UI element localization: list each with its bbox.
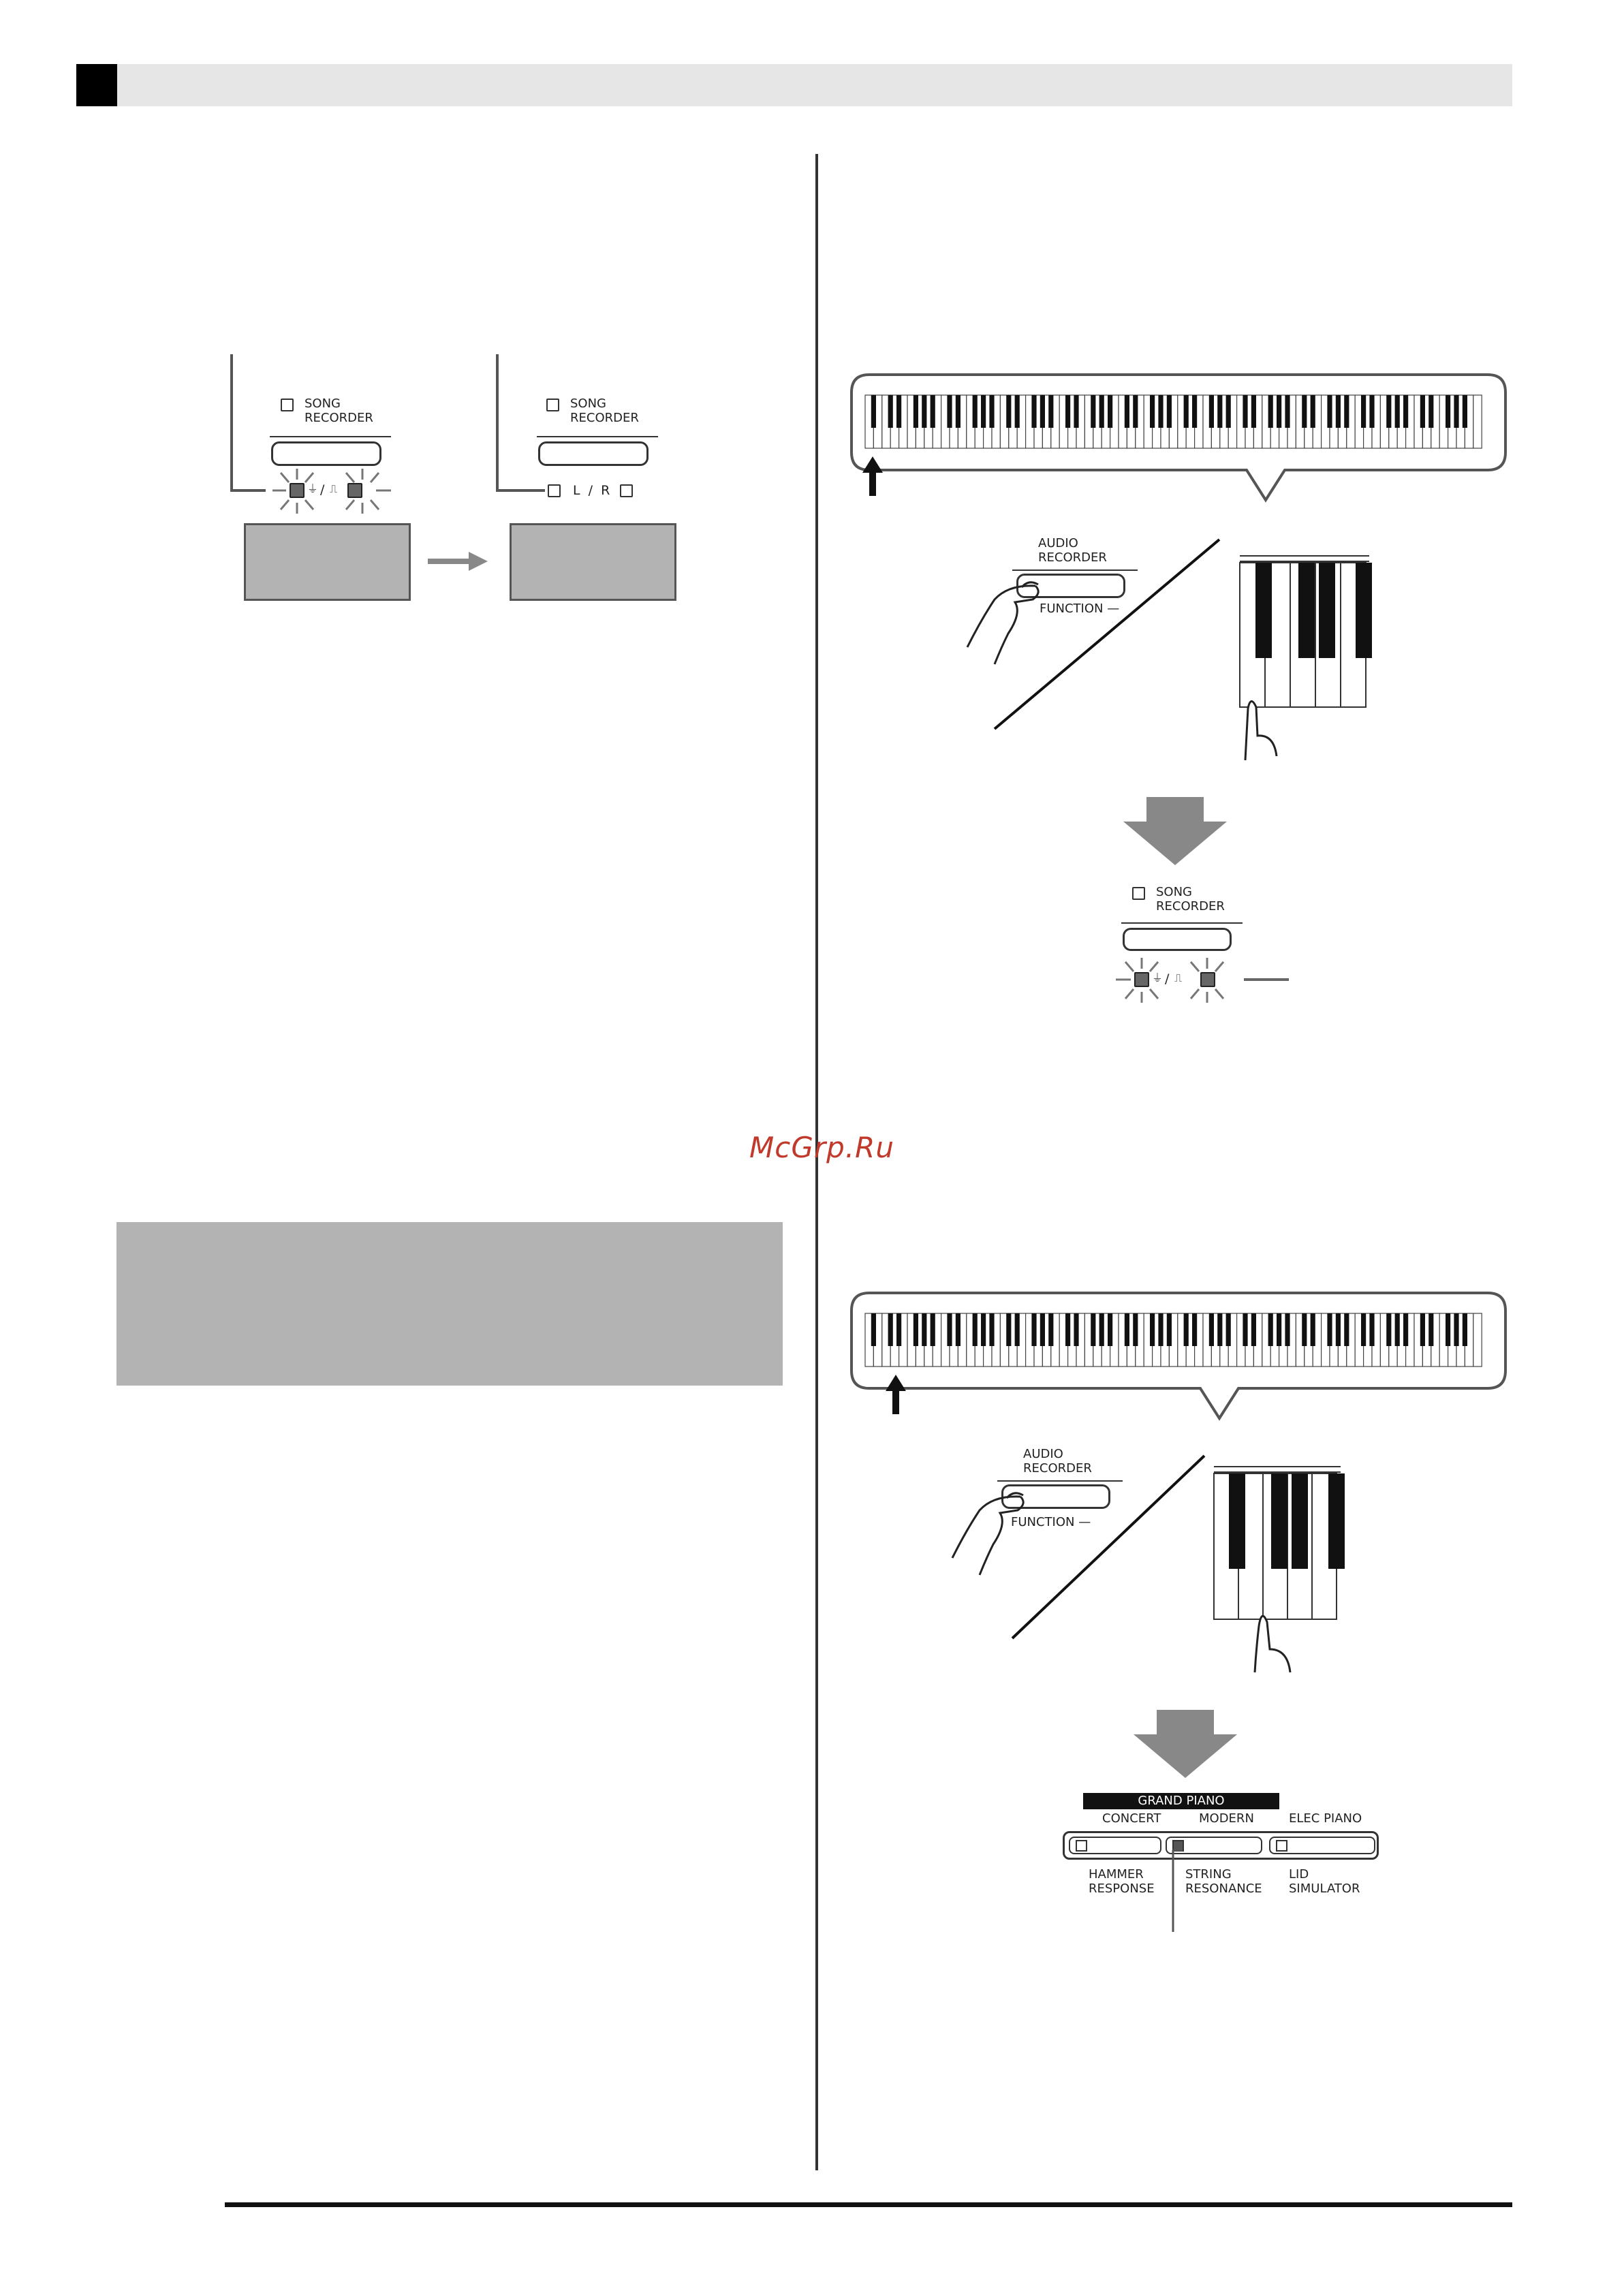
black-key xyxy=(1277,395,1281,428)
watermark: McGrp.Ru xyxy=(749,1131,894,1164)
black-key xyxy=(1336,395,1341,428)
tone-panel xyxy=(1063,1793,1383,1929)
hammer-response-label: HAMMER RESPONSE xyxy=(1089,1867,1155,1896)
black-key xyxy=(1226,1313,1231,1346)
black-key xyxy=(973,395,978,428)
black-key xyxy=(1158,395,1163,428)
audio-recorder-label-1: AUDIO RECORDER xyxy=(1038,536,1107,565)
song-recorder-led-a xyxy=(281,399,294,411)
black-key xyxy=(1192,395,1197,428)
black-key xyxy=(1184,1313,1189,1346)
black-key xyxy=(914,1313,918,1346)
left-recorder-figure xyxy=(225,354,688,613)
black-key xyxy=(1428,395,1433,428)
black-key xyxy=(947,395,952,428)
black-key xyxy=(871,395,876,428)
black-key xyxy=(981,395,986,428)
elec-piano-button[interactable] xyxy=(1269,1837,1375,1854)
black-key xyxy=(1133,395,1138,428)
function-label-2: FUNCTION — xyxy=(1011,1515,1091,1529)
left-hand-led-a xyxy=(290,483,304,498)
black-key xyxy=(1311,1313,1315,1346)
right-hand-icon: ⎍ xyxy=(1174,971,1183,984)
panel-line-c xyxy=(1121,922,1243,924)
black-key xyxy=(1192,1313,1197,1346)
audio-recorder-figure-1 xyxy=(954,531,1431,777)
keyboard-callout-1 xyxy=(852,375,1505,511)
zoomed-keys-1 xyxy=(1049,531,1362,749)
black-key xyxy=(1361,395,1366,428)
black-key xyxy=(1074,395,1078,428)
lcd-display-b xyxy=(510,523,676,601)
black-key xyxy=(931,1313,935,1346)
song-recorder-led-c xyxy=(1132,887,1145,900)
left-hand-button-b[interactable] xyxy=(548,484,561,497)
left-hand-led-c xyxy=(1134,972,1149,987)
black-key xyxy=(1099,1313,1104,1346)
black-key xyxy=(956,1313,961,1346)
black-key xyxy=(1158,1313,1163,1346)
right-hand-icon: ⎍ xyxy=(330,482,338,495)
zoomed-keys-2 xyxy=(1034,1448,1347,1679)
black-key xyxy=(1268,1313,1273,1346)
black-key xyxy=(1403,1313,1408,1346)
black-key xyxy=(1302,395,1307,428)
black-key xyxy=(1311,395,1315,428)
black-key xyxy=(1243,1313,1247,1346)
black-key xyxy=(1006,395,1011,428)
lr-slash-c: / xyxy=(1165,971,1170,986)
black-key xyxy=(1454,395,1458,428)
black-key xyxy=(931,395,935,428)
white-key xyxy=(1473,1313,1482,1367)
black-key xyxy=(871,1313,876,1346)
black-key xyxy=(1454,1313,1458,1346)
lcd-display-a xyxy=(244,523,411,601)
black-key xyxy=(1184,395,1189,428)
function-label-1: FUNCTION — xyxy=(1040,602,1120,616)
black-key xyxy=(1420,1313,1425,1346)
elec-piano-led xyxy=(1276,1840,1287,1852)
black-key xyxy=(1285,395,1290,428)
black-key xyxy=(1125,1313,1129,1346)
black-key xyxy=(1327,395,1332,428)
song-recorder-label-b: SONG RECORDER xyxy=(570,396,639,425)
black-key xyxy=(1403,395,1408,428)
black-key xyxy=(973,1313,978,1346)
black-key xyxy=(1336,1313,1341,1346)
concert-led xyxy=(1076,1840,1087,1852)
concert-label: CONCERT xyxy=(1102,1811,1161,1826)
black-key xyxy=(1040,395,1045,428)
black-key xyxy=(1463,1313,1467,1346)
black-key xyxy=(1108,395,1112,428)
black-key xyxy=(1369,1313,1374,1346)
lid-simulator-label: LID SIMULATOR xyxy=(1289,1867,1360,1896)
right-hand-led-c xyxy=(1200,972,1215,987)
lr-label-b: L / R xyxy=(573,483,610,498)
song-recorder-button-b[interactable] xyxy=(538,441,649,466)
black-key xyxy=(1285,1313,1290,1346)
black-key xyxy=(888,1313,893,1346)
audio-recorder-label-2: AUDIO RECORDER xyxy=(1023,1447,1092,1476)
black-key xyxy=(1344,1313,1349,1346)
black-key xyxy=(914,395,918,428)
white-key xyxy=(1473,395,1482,448)
black-key xyxy=(1446,395,1450,428)
black-key xyxy=(1125,395,1129,428)
black-key xyxy=(1386,395,1391,428)
song-recorder-button-a[interactable] xyxy=(271,441,381,466)
black-key xyxy=(1243,395,1247,428)
up-arrow-icon xyxy=(862,456,883,497)
note-box xyxy=(116,1222,783,1386)
black-key xyxy=(1150,395,1155,428)
elec-piano-label: ELEC PIANO xyxy=(1289,1811,1362,1826)
grand-piano-header: GRAND PIANO xyxy=(1083,1793,1279,1809)
string-resonance-label: STRING RESONANCE xyxy=(1185,1867,1262,1896)
panel-line-a xyxy=(270,436,391,441)
black-key xyxy=(1099,395,1104,428)
black-key xyxy=(1395,1313,1400,1346)
black-key xyxy=(1209,1313,1214,1346)
black-key xyxy=(1268,395,1273,428)
section-marker xyxy=(76,64,117,106)
down-arrow-icon xyxy=(1121,797,1230,865)
black-key xyxy=(1463,395,1467,428)
right-hand-button-b[interactable] xyxy=(620,484,633,497)
black-key xyxy=(1048,1313,1053,1346)
right-arrow-icon xyxy=(428,552,489,572)
panel-line-b xyxy=(537,436,658,441)
black-key xyxy=(1031,1313,1036,1346)
black-key xyxy=(1167,1313,1172,1346)
black-key xyxy=(1277,1313,1281,1346)
black-key xyxy=(1395,395,1400,428)
audio-recorder-figure-2 xyxy=(939,1448,1416,1693)
black-key xyxy=(1369,395,1374,428)
black-key xyxy=(1074,1313,1078,1346)
black-key xyxy=(1217,1313,1222,1346)
hand-press-icon xyxy=(967,572,1049,668)
black-key xyxy=(1361,1313,1366,1346)
black-key xyxy=(981,1313,986,1346)
lr-slash-a: / xyxy=(320,482,325,497)
up-arrow-icon xyxy=(886,1375,906,1416)
song-recorder-label-c: SONG RECORDER xyxy=(1156,885,1225,914)
right-hand-led-a xyxy=(347,483,362,498)
song-recorder-led-b xyxy=(546,399,559,411)
black-key xyxy=(1015,395,1020,428)
song-recorder-label-a: SONG RECORDER xyxy=(304,396,373,425)
blink-icon xyxy=(266,463,416,518)
black-key xyxy=(888,395,893,428)
black-key xyxy=(1217,395,1222,428)
black-key xyxy=(922,395,926,428)
black-key xyxy=(1226,395,1231,428)
left-hand-icon: ⏚ xyxy=(307,482,319,495)
header-bar xyxy=(117,64,1512,106)
black-key xyxy=(1344,395,1349,428)
black-key xyxy=(1251,1313,1256,1346)
black-key xyxy=(1108,1313,1112,1346)
black-key xyxy=(922,1313,926,1346)
black-key xyxy=(1133,1313,1138,1346)
black-key xyxy=(1048,395,1053,428)
footer-rule xyxy=(225,2202,1512,2207)
black-key xyxy=(1446,1313,1450,1346)
black-key xyxy=(896,395,901,428)
concert-button[interactable] xyxy=(1069,1837,1161,1854)
black-key xyxy=(1091,395,1095,428)
black-key xyxy=(947,1313,952,1346)
black-key xyxy=(1327,1313,1332,1346)
black-key xyxy=(1386,1313,1391,1346)
black-key xyxy=(1150,1313,1155,1346)
black-key xyxy=(989,395,994,428)
black-key xyxy=(956,395,961,428)
black-key xyxy=(1428,1313,1433,1346)
black-key xyxy=(989,1313,994,1346)
black-key xyxy=(1302,1313,1307,1346)
black-key xyxy=(1420,395,1425,428)
black-key xyxy=(1167,395,1172,428)
down-arrow-icon xyxy=(1131,1710,1240,1778)
left-hand-icon: ⏚ xyxy=(1152,971,1164,984)
keyboard-callout-2 xyxy=(852,1293,1505,1429)
black-key xyxy=(1065,1313,1070,1346)
black-key xyxy=(1091,1313,1095,1346)
black-key xyxy=(1040,1313,1045,1346)
black-key xyxy=(1031,395,1036,428)
black-key xyxy=(1015,1313,1020,1346)
black-key xyxy=(1251,395,1256,428)
black-key xyxy=(1006,1313,1011,1346)
black-key xyxy=(896,1313,901,1346)
black-key xyxy=(1209,395,1214,428)
black-key xyxy=(1065,395,1070,428)
song-recorder-button-c[interactable] xyxy=(1123,928,1232,951)
pointer-line xyxy=(1165,1845,1192,1933)
hand-press-icon xyxy=(952,1483,1034,1578)
song-recorder-result-figure xyxy=(1097,879,1315,1015)
modern-label: MODERN xyxy=(1199,1811,1254,1826)
tone-button-frame xyxy=(1063,1831,1379,1860)
